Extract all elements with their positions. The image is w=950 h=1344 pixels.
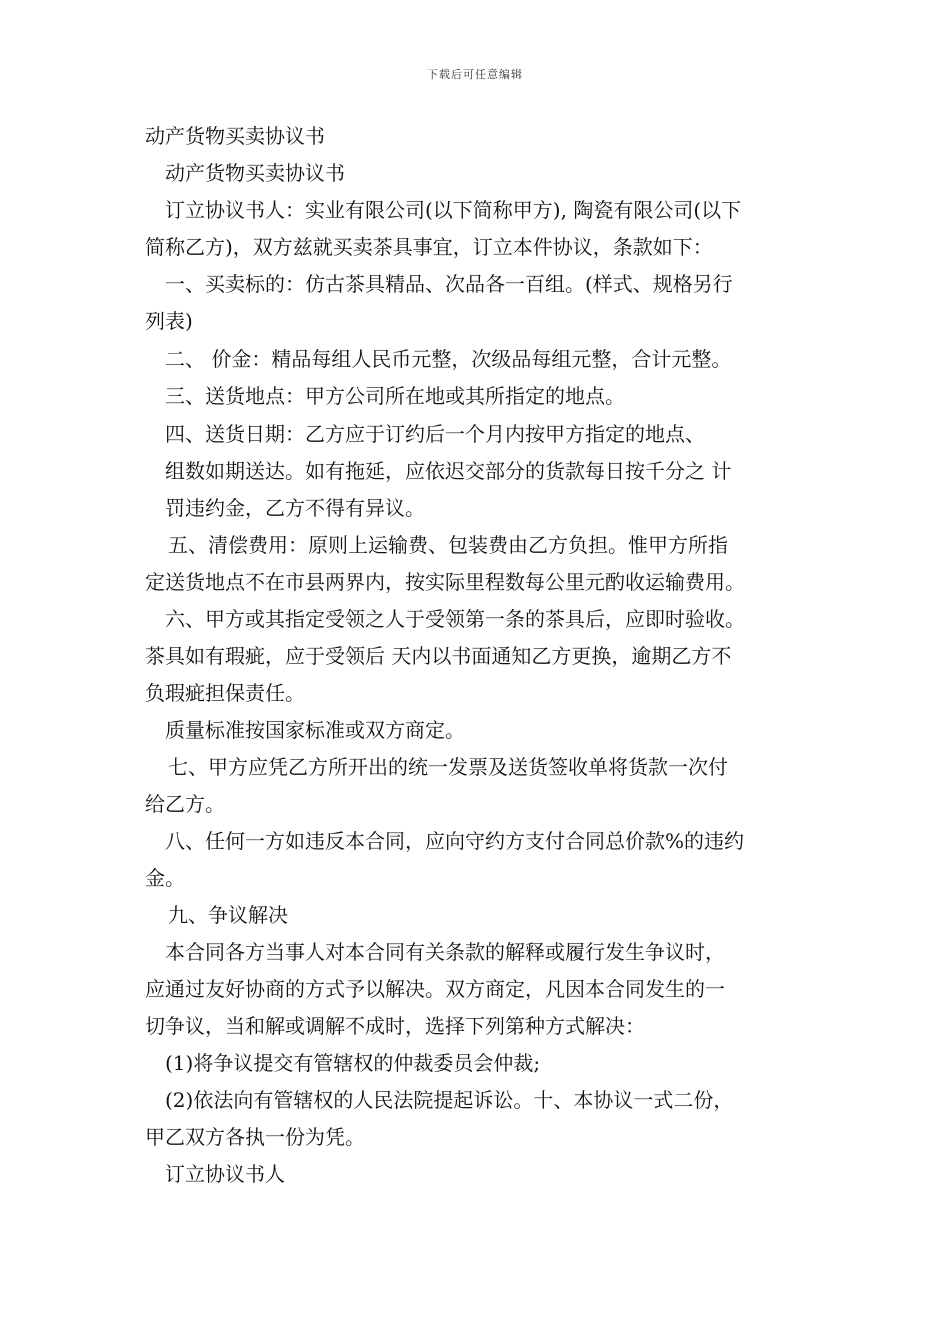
list-item: (2)依法向有管辖权的人民法院提起诉讼。十、本协议一式二份， bbox=[165, 1088, 734, 1112]
paragraph-line: 切争议，当和解或调解不成时，选择下列第种方式解决： bbox=[145, 1014, 645, 1038]
paragraph-line: 给乙方。 bbox=[145, 792, 225, 816]
paragraph-line: 七、甲方应凭乙方所开出的统一发票及送货签收单将货款一次付 bbox=[168, 755, 728, 779]
paragraph-line: 应通过友好协商的方式予以解决。双方商定，凡因本合同发生的一 bbox=[145, 977, 725, 1001]
paragraph-line: 六、甲方或其指定受领之人于受领第一条的茶具后，应即时验收。 bbox=[165, 607, 745, 631]
paragraph-line: 四、送货日期：乙方应于订约后一个月内按甲方指定的地点、 bbox=[165, 422, 705, 446]
document-subtitle: 动产货物买卖协议书 bbox=[165, 161, 345, 185]
paragraph-line: 负瑕疵担保责任。 bbox=[145, 681, 305, 705]
paragraph-line: 茶具如有瑕疵，应于受领后 天内以书面通知乙方更换，逾期乙方不 bbox=[145, 644, 732, 668]
document-title: 动产货物买卖协议书 bbox=[145, 124, 325, 148]
paragraph-line: 订立协议书人：实业有限公司(以下简称甲方), 陶瓷有限公司(以下 bbox=[165, 198, 742, 222]
list-item: (1)将争议提交有管辖权的仲裁委员会仲裁; bbox=[165, 1051, 541, 1075]
paragraph-line: 组数如期送达。如有拖延，应依迟交部分的货款每日按千分之 计 bbox=[165, 459, 732, 483]
paragraph-line: 五、清偿费用：原则上运输费、包装费由乙方负担。惟甲方所指 bbox=[168, 533, 728, 557]
paragraph-line: 列表) bbox=[145, 309, 193, 333]
paragraph-line: 三、送货地点：甲方公司所在地或其所指定的地点。 bbox=[165, 384, 625, 408]
paragraph-line: 罚违约金，乙方不得有异议。 bbox=[165, 496, 425, 520]
paragraph-line: 八、任何一方如违反本合同，应向守约方支付合同总价款%的违约 bbox=[165, 829, 745, 853]
paragraph-line: 一、买卖标的：仿古茶具精品、次品各一百组。(样式、规格另行 bbox=[165, 272, 733, 296]
section-heading: 九、争议解决 bbox=[168, 903, 288, 927]
paragraph-line: 金。 bbox=[145, 866, 185, 890]
paragraph-line: 简称乙方)，双方兹就买卖茶具事宜，订立本件协议，条款如下： bbox=[145, 235, 713, 259]
paragraph-line: 本合同各方当事人对本合同有关条款的解释或履行发生争议时， bbox=[165, 940, 725, 964]
paragraph-line: 质量标准按国家标准或双方商定。 bbox=[165, 718, 465, 742]
page-header-note: 下载后可任意编辑 bbox=[427, 68, 523, 81]
paragraph-line: 甲乙双方各执一份为凭。 bbox=[145, 1125, 365, 1149]
signature-label: 订立协议书人 bbox=[165, 1162, 285, 1186]
paragraph-line: 二、 价金：精品每组人民币元整，次级品每组元整，合计元整。 bbox=[165, 347, 732, 371]
paragraph-line: 定送货地点不在市县两界内，按实际里程数每公里元酌收运输费用。 bbox=[145, 570, 745, 594]
